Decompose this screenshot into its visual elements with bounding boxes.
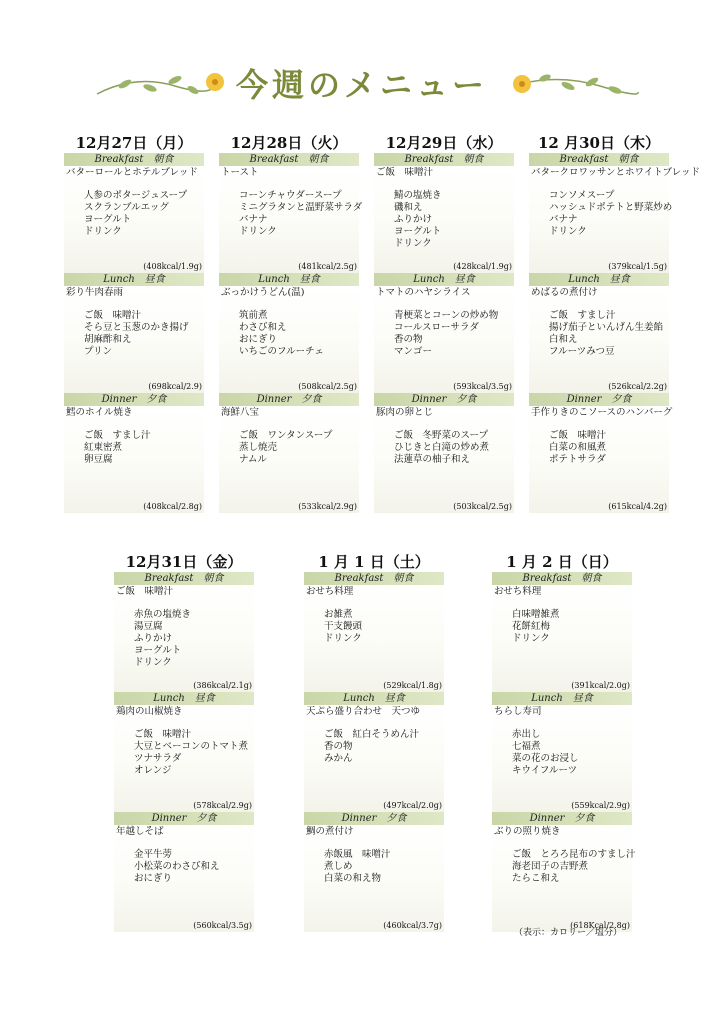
breakfast-header: Breakfast 朝食 xyxy=(114,572,254,585)
dinner-main: 手作りきのこソースのハンバーグ xyxy=(531,407,673,418)
dinner-kcal: (460kcal/3.7g) xyxy=(383,921,442,930)
dinner-section xyxy=(114,825,254,932)
menu-item: おにぎり xyxy=(239,334,278,345)
menu-item: ヨーグルト xyxy=(394,226,442,237)
lunch-items xyxy=(239,310,359,358)
menu-item: ご飯 すまし汁 xyxy=(549,310,616,321)
lunch-header: Lunch 昼食 xyxy=(374,273,514,286)
menu-item: ハッシュドポテトと野菜炒め xyxy=(549,202,673,213)
dinner-items xyxy=(134,849,254,885)
day-card-dec30 xyxy=(529,133,701,513)
menu-item: ご飯 すまし汁 xyxy=(84,430,151,441)
breakfast-header: Breakfast 朝食 xyxy=(304,572,444,585)
menu-item: 小松菜のわさび和え xyxy=(134,861,220,872)
dinner-kcal: (408kcal/2.8g) xyxy=(143,502,202,511)
menu-item: 胡麻酢和え xyxy=(84,334,132,345)
lunch-header: Lunch 昼食 xyxy=(492,692,632,705)
menu-item: ご飯 味噌汁 xyxy=(549,430,607,441)
breakfast-section xyxy=(374,166,514,273)
day-date: 12月27日（月） xyxy=(75,134,193,152)
menu-item: ポテトサラダ xyxy=(549,454,606,465)
menu-item: たらこ和え xyxy=(512,873,560,884)
menu-item: コールスローサラダ xyxy=(394,322,479,333)
lunch-main: ちらし寿司 xyxy=(494,706,542,717)
menu-item: そら豆と玉葱のかき揚げ xyxy=(84,322,189,333)
lunch-main: トマトのハヤシライス xyxy=(376,287,471,298)
menu-item: 干支饅頭 xyxy=(324,621,363,632)
menu-item: ツナサラダ xyxy=(134,753,182,764)
menu-item: 赤飯風 味噌汁 xyxy=(324,849,391,860)
breakfast-header: Breakfast 朝食 xyxy=(64,153,204,166)
menu-item: バナナ xyxy=(549,214,578,225)
dinner-section xyxy=(492,825,636,932)
day-card-jan2 xyxy=(492,552,636,932)
dinner-header: Dinner 夕食 xyxy=(64,393,204,406)
menu-item: 香の物 xyxy=(324,741,353,752)
lunch-header: Lunch 昼食 xyxy=(304,692,444,705)
lunch-items xyxy=(394,310,514,358)
lunch-kcal: (559kcal/2.9g) xyxy=(571,801,630,810)
menu-item: 赤出し xyxy=(512,729,541,740)
menu-item: 蒸し焼売 xyxy=(239,442,278,453)
menu-item: みかん xyxy=(324,753,353,764)
menu-item: わさび和え xyxy=(239,322,287,333)
breakfast-items xyxy=(239,190,363,238)
menu-item: 煮しめ xyxy=(324,861,353,872)
menu-item: ご飯 冬野菜のスープ xyxy=(394,430,489,441)
day-date: 1 月 1 日（土） xyxy=(318,553,430,571)
lunch-kcal: (497kcal/2.0g) xyxy=(383,801,442,810)
dinner-main: 年越しそば xyxy=(116,826,164,837)
page-title: 今週のメニュー xyxy=(235,66,488,104)
dinner-header: Dinner 夕食 xyxy=(304,812,444,825)
breakfast-section xyxy=(114,585,254,692)
lunch-header: Lunch 昼食 xyxy=(64,273,204,286)
menu-item: 花餅紅梅 xyxy=(512,621,551,632)
menu-item: おにぎり xyxy=(134,873,173,884)
breakfast-main: バターロールとホテルブレッド xyxy=(66,167,198,178)
lunch-section xyxy=(492,705,632,812)
menu-item: ヨーグルト xyxy=(134,645,182,656)
menu-item: ドリンク xyxy=(134,657,172,668)
breakfast-items xyxy=(324,609,444,645)
dinner-kcal: (503kcal/2.5g) xyxy=(453,502,512,511)
menu-item: ご飯 味噌汁 xyxy=(134,729,192,740)
lunch-header: Lunch 昼食 xyxy=(529,273,669,286)
menu-item: 白味噌雑煮 xyxy=(512,609,560,620)
menu-item: ご飯 味噌汁 xyxy=(84,310,142,321)
menu-item: 揚げ茄子といんげん生姜餡 xyxy=(549,322,664,333)
lunch-items xyxy=(549,310,669,358)
dinner-main: 鯛の煮付け xyxy=(306,826,354,837)
menu-item: ミニグラタンと温野菜サラダ xyxy=(239,202,363,213)
lunch-main: 天ぷら盛り合わせ 天つゆ xyxy=(306,706,421,717)
menu-item: お雑煮 xyxy=(324,609,353,620)
dinner-main: 海鮮八宝 xyxy=(221,407,260,418)
breakfast-kcal: (379kcal/1.5g) xyxy=(608,262,667,271)
menu-item: プリン xyxy=(84,346,113,357)
lunch-section xyxy=(529,286,669,393)
dinner-items xyxy=(239,430,359,466)
lunch-section xyxy=(114,705,254,812)
lunch-section xyxy=(304,705,444,812)
lunch-section xyxy=(374,286,514,393)
menu-item: ドリンク xyxy=(394,238,432,249)
legend-note: （表示：カロリー／塩分） xyxy=(514,928,623,938)
lunch-main: 彩り牛肉春雨 xyxy=(66,287,124,298)
menu-item: コーンチャウダースープ xyxy=(239,190,342,201)
dinner-section xyxy=(304,825,444,932)
breakfast-main: おせち料理 xyxy=(494,586,542,597)
menu-item: ドリンク xyxy=(84,226,122,237)
title-area xyxy=(0,60,724,110)
dinner-header: Dinner 夕食 xyxy=(114,812,254,825)
breakfast-section xyxy=(529,166,701,273)
lunch-items xyxy=(324,729,444,765)
breakfast-items xyxy=(394,190,514,250)
menu-item: ヨーグルト xyxy=(84,214,132,225)
breakfast-kcal: (391kcal/2.0g) xyxy=(571,681,630,690)
breakfast-kcal: (428kcal/1.9g) xyxy=(453,262,512,271)
lunch-items xyxy=(134,729,254,777)
breakfast-section xyxy=(64,166,204,273)
breakfast-items xyxy=(549,190,673,238)
dinner-section xyxy=(529,406,673,513)
breakfast-kcal: (386kcal/2.1g) xyxy=(193,681,252,690)
lunch-main: 鶏肉の山椒焼き xyxy=(116,706,183,717)
dinner-items xyxy=(394,430,514,466)
menu-item: ご飯 紅白そうめん汁 xyxy=(324,729,420,740)
menu-item: ふりかけ xyxy=(134,633,173,644)
menu-item: 海老団子の吉野煮 xyxy=(512,861,589,872)
menu-item: 筑前煮 xyxy=(239,310,268,321)
breakfast-section xyxy=(219,166,363,273)
breakfast-section xyxy=(492,585,632,692)
lunch-section xyxy=(219,286,359,393)
day-card-dec27 xyxy=(64,133,204,513)
menu-item: ご飯 ワンタンスープ xyxy=(239,430,333,441)
menu-item: スクランブルエッグ xyxy=(84,202,169,213)
menu-item: オレンジ xyxy=(134,765,172,776)
menu-item: 卵豆腐 xyxy=(84,454,113,465)
day-card-dec29 xyxy=(374,133,514,513)
menu-item: ナムル xyxy=(239,454,268,465)
dinner-header: Dinner 夕食 xyxy=(529,393,669,406)
breakfast-main: バタークロワッサンとホワイトブレッド xyxy=(531,167,701,178)
breakfast-header: Breakfast 朝食 xyxy=(492,572,632,585)
menu-item: 大豆とベーコンのトマト煮 xyxy=(134,741,249,752)
day-date: 1 月 2 日（日） xyxy=(506,553,618,571)
menu-item: ふりかけ xyxy=(394,214,433,225)
day-card-dec31 xyxy=(114,552,254,932)
menu-item: コンソメスープ xyxy=(549,190,615,201)
lunch-items xyxy=(512,729,632,777)
menu-item: ドリンク xyxy=(512,633,550,644)
dinner-items xyxy=(549,430,669,466)
breakfast-kcal: (408kcal/1.9g) xyxy=(143,262,202,271)
breakfast-main: トースト xyxy=(221,167,259,178)
lunch-header: Lunch 昼食 xyxy=(219,273,359,286)
lunch-kcal: (593kcal/3.5g) xyxy=(453,382,512,391)
menu-item: 菜の花のお浸し xyxy=(512,753,579,764)
menu-item: 金平牛蒡 xyxy=(134,849,173,860)
day-card-jan1 xyxy=(304,552,444,932)
breakfast-kcal: (481kcal/2.5g) xyxy=(298,262,357,271)
menu-item: フルーツみつ豆 xyxy=(549,346,615,357)
dinner-items xyxy=(512,849,636,885)
menu-item: 磯和え xyxy=(394,202,423,213)
breakfast-header: Breakfast 朝食 xyxy=(219,153,359,166)
lunch-items xyxy=(84,310,204,358)
menu-item: 紅東密煮 xyxy=(84,442,123,453)
dinner-kcal: (560kcal/3.5g) xyxy=(193,921,252,930)
day-date: 12月29日（水） xyxy=(385,134,503,152)
breakfast-kcal: (529kcal/1.8g) xyxy=(383,681,442,690)
menu-item: 白和え xyxy=(549,334,578,345)
day-date: 12月28日（火） xyxy=(230,134,348,152)
breakfast-items xyxy=(134,609,254,669)
menu-item: 湯豆腐 xyxy=(134,621,163,632)
breakfast-main: ご飯 味噌汁 xyxy=(376,167,434,178)
menu-item: ドリンク xyxy=(549,226,587,237)
breakfast-items xyxy=(84,190,204,238)
dinner-header: Dinner 夕食 xyxy=(219,393,359,406)
breakfast-items xyxy=(512,609,632,645)
menu-item: ドリンク xyxy=(324,633,362,644)
menu-item: 人参のポタージュスープ xyxy=(84,190,188,201)
lunch-main: ぶっかけうどん(温) xyxy=(221,287,305,298)
dinner-header: Dinner 夕食 xyxy=(374,393,514,406)
dinner-items xyxy=(84,430,204,466)
dinner-items xyxy=(324,849,444,885)
menu-item: 鯖の塩焼き xyxy=(394,190,442,201)
menu-item: マンゴー xyxy=(394,346,433,357)
menu-item: 法蓮草の柚子和え xyxy=(394,454,471,465)
lunch-main: めばるの煮付け xyxy=(531,287,598,298)
dinner-kcal: (615kcal/4.2g) xyxy=(608,502,667,511)
menu-item: ドリンク xyxy=(239,226,277,237)
lunch-kcal: (698kcal/2.9) xyxy=(148,382,202,391)
menu-item: バナナ xyxy=(239,214,268,225)
breakfast-section xyxy=(304,585,444,692)
dinner-section xyxy=(219,406,359,513)
menu-item: キウイフルーツ xyxy=(512,765,578,776)
menu-item: 赤魚の塩焼き xyxy=(134,609,192,620)
lunch-section xyxy=(64,286,204,393)
lunch-kcal: (526kcal/2.2g) xyxy=(608,382,667,391)
day-date: 12月31日（金） xyxy=(125,553,243,571)
dinner-kcal: (618Kcal/2.8g) xyxy=(570,921,630,930)
menu-item: いちごのフルーチェ xyxy=(239,346,324,357)
day-date: 12 月30日（木） xyxy=(538,134,660,152)
menu-item: 白菜の和え物 xyxy=(324,873,382,884)
dinner-section xyxy=(64,406,204,513)
lunch-header: Lunch 昼食 xyxy=(114,692,254,705)
dinner-header: Dinner 夕食 xyxy=(492,812,632,825)
breakfast-header: Breakfast 朝食 xyxy=(529,153,669,166)
breakfast-main: ご飯 味噌汁 xyxy=(116,586,174,597)
menu-item: 青梗菜とコーンの炒め物 xyxy=(394,310,499,321)
menu-item: ひじきと白滝の炒め煮 xyxy=(394,442,490,453)
breakfast-header: Breakfast 朝食 xyxy=(374,153,514,166)
menu-item: 七福煮 xyxy=(512,741,541,752)
lunch-kcal: (578kcal/2.9g) xyxy=(193,801,252,810)
dinner-kcal: (533kcal/2.9g) xyxy=(298,502,357,511)
dinner-main: 鱈のホイル焼き xyxy=(66,407,133,418)
day-card-dec28 xyxy=(219,133,363,513)
dinner-main: 豚肉の卵とじ xyxy=(376,407,434,418)
menu-item: ご飯 とろろ昆布のすまし汁 xyxy=(512,849,636,860)
dinner-section xyxy=(374,406,514,513)
lunch-kcal: (508kcal/2.5g) xyxy=(298,382,357,391)
dinner-main: ぶりの照り焼き xyxy=(494,826,561,837)
menu-item: 白菜の和風煮 xyxy=(549,442,607,453)
menu-item: 香の物 xyxy=(394,334,423,345)
breakfast-main: おせち料理 xyxy=(306,586,354,597)
